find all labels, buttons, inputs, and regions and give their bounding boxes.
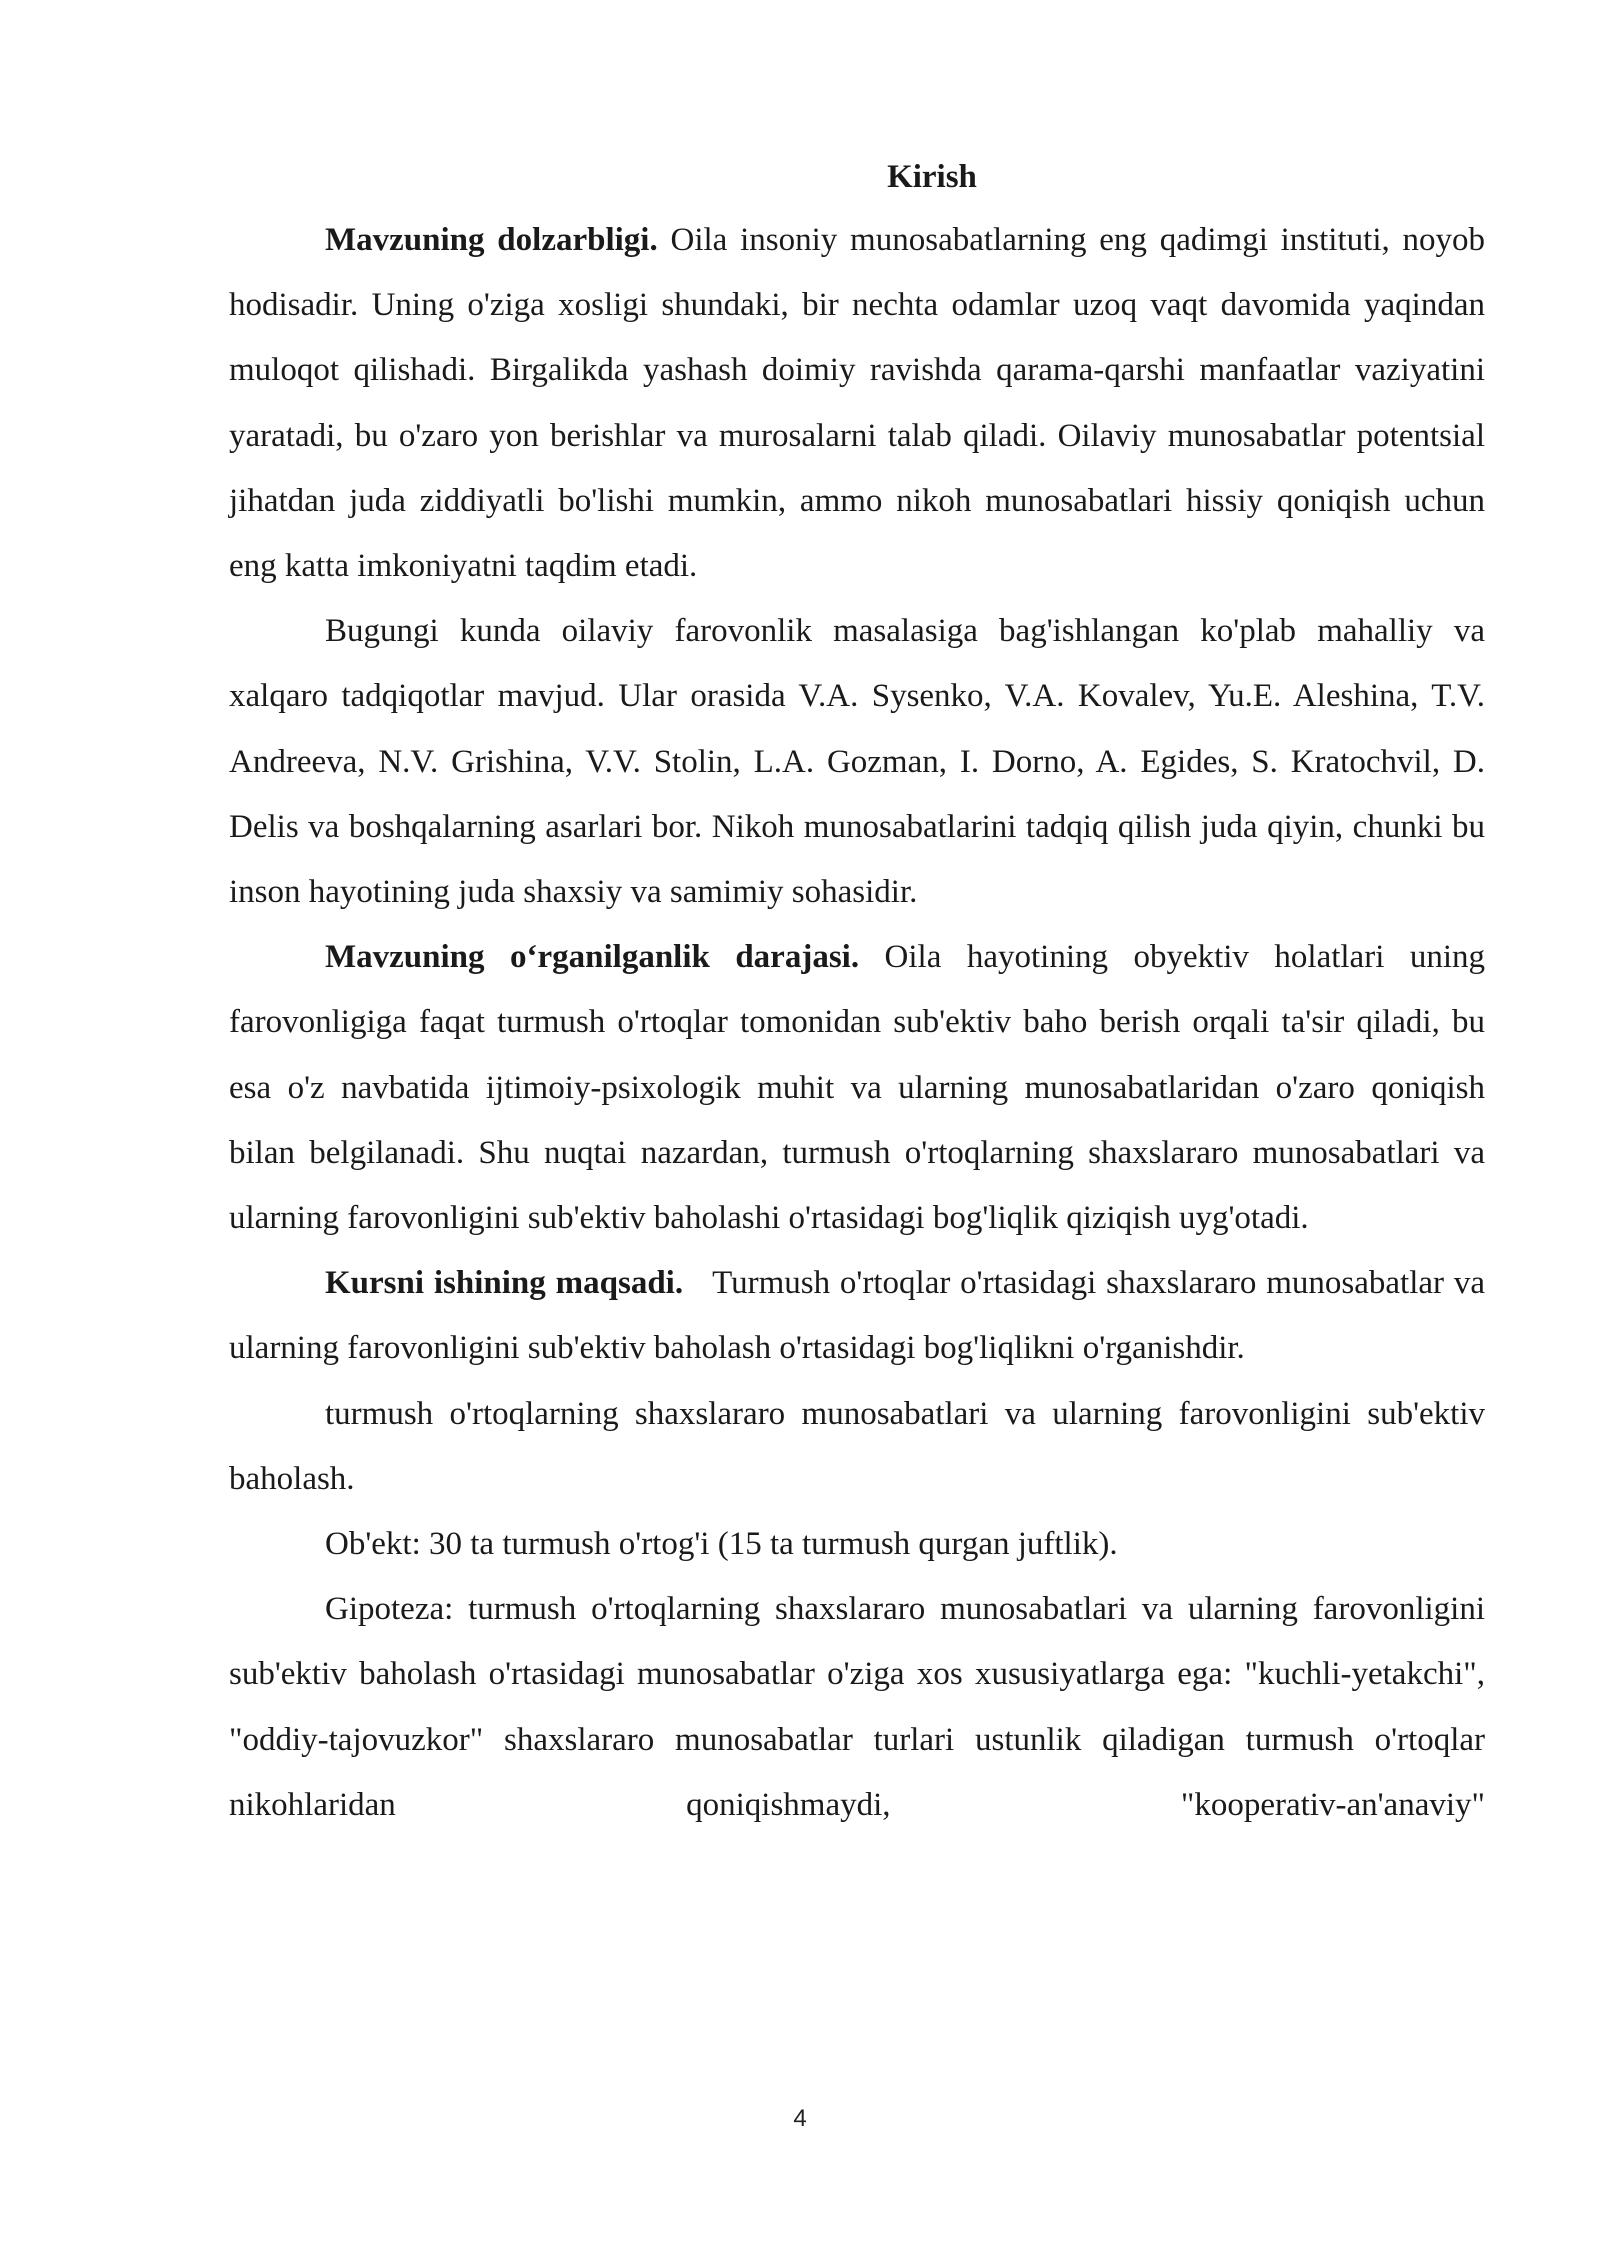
study-degree-text: Oila hayotining obyektiv holatlari uning farovonligiga faqat turmush o'rtoqlar tomonidan sub'ektiv baho berish orqali ta'sir qiladi, bu esa o'z navbatida ijtimoiy-psixologik muhit va ularning munosabatlaridan o'zaro qoniqish bilan belgilanadi. Shu nuqtai nazardan, turmush o'rtoqlarning shaxslararo munosabatlari va ularning farovonligini sub'ektiv baholashi o'rtasidagi bog'liqlik qiziqish uyg'otadi. [229,939,1485,1237]
subject-paragraph: turmush o'rtoqlarning shaxslararo munosabatlari va ularning farovonligini sub'ektiv baholash. [229,1395,1485,1497]
page-number: 4 [793,2105,807,2132]
section-title: Kirish [887,159,977,195]
relevance-paragraph [229,208,1485,599]
research-paragraph: Bugungi kunda oilaviy farovonlik masalasiga bag'ishlangan ko'plab mahalliy va xalqaro tadqiqotlar mavjud. Ular orasida V.A. Sysenko, V.A. Kovalev, Yu.E. Aleshina, T.V. Andreeva, N.V. Grishina, V.V. Stolin, L.A. Gozman, I. Dorno, A. Egides, S. Kratochvil, D. Delis va boshqalarning asarlari bor. Nikoh munosabatlarini tadqiq qilish juda qiyin, chunki bu inson hayotining juda shaxsiy va samimiy sohasidir. [229,613,1485,911]
object-paragraph: Ob'ekt: 30 ta turmush o'rtog'i (15 ta turmush qurgan juftlik). [325,1526,1118,1563]
study-degree-heading: Mavzuning o‘rganilganlik darajasi. [325,939,860,976]
goal-text: Turmush o'rtoqlar o'rtasidagi shaxslararo munosabatlar va ularning farovonligini sub'ektiv baholash o'rtasidagi bog'liqlikni o'rganishdir. [229,1265,1486,1367]
study-degree-paragraph [229,925,1485,1251]
page-content [229,146,1485,1838]
goal-heading: Kursni ishining maqsadi. [325,1265,684,1302]
relevance-heading: Mavzuning dolzarbligi. [325,222,658,258]
relevance-text: Oila insoniy munosabatlarning eng qadimgi instituti, noyob hodisadir. Uning o'ziga xosligi shundaki, bir nechta odamlar uzoq vaqt davomida yaqindan muloqot qilishadi. Birgalikda yashash doimiy ravishda qarama-qarshi manfaatlar vaziyatini yaratadi, bu o'zaro yon berishlar va murosalarni talab qiladi. Oilaviy munosabatlar potentsial jihatdan juda ziddiyatli bo'lishi mumkin, ammo nikoh munosabatlari hissiy qoniqish uchun eng katta imkoniyatni taqdim etadi. [229,222,1486,585]
goal-paragraph [229,1251,1485,1381]
hypothesis-paragraph: Gipoteza: turmush o'rtoqlarning shaxslararo munosabatlari va ularning farovonligini sub'ektiv baholash o'rtasidagi munosabatlar o'ziga xos xususiyatlarga ega: "kuchli-yetakchi", "oddiy-tajovuzkor" shaxslararo munosabatlar turlari ustunlik qiladigan turmush o'rtoqlar nikohlaridan qoniqishmaydi, "kooperativ-an'anaviy" [229,1591,1485,1823]
